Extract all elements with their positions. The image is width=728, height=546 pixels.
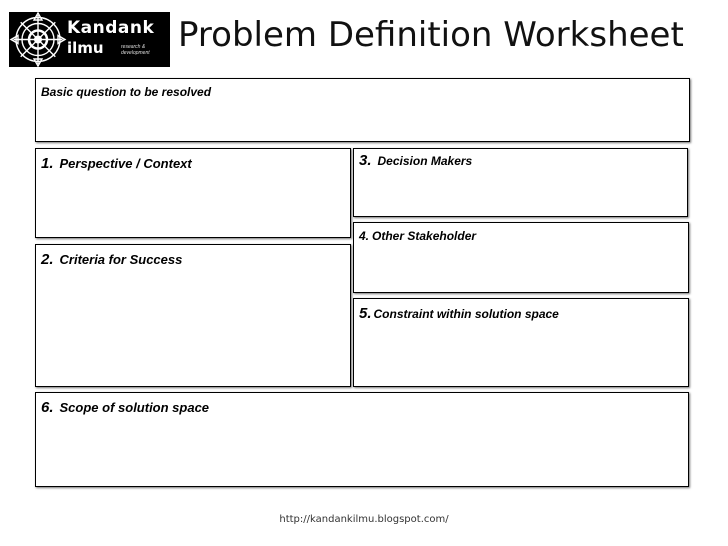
constraint-label: 5. Constraint within solution space <box>359 305 559 322</box>
basic-question-label: Basic question to be resolved <box>41 85 212 99</box>
scope-number: 6. <box>41 399 54 416</box>
basic-question-box[interactable] <box>35 78 690 142</box>
footer-url: http://kandankilmu.blogspot.com/ <box>279 514 449 525</box>
mandala-icon <box>9 12 69 67</box>
perspective-box[interactable] <box>35 148 351 238</box>
decision-makers-number: 3. <box>359 152 372 169</box>
scope-label: 6. Scope of solution space <box>41 399 210 416</box>
scope-box[interactable] <box>35 392 689 487</box>
stakeholder-box[interactable] <box>353 222 689 293</box>
criteria-label: 2. Criteria for Success <box>41 251 183 268</box>
stakeholder-number: 4. <box>359 229 370 243</box>
logo-text-line1: Kandank <box>67 18 155 38</box>
decision-makers-label: 3. Decision Makers <box>359 152 473 169</box>
criteria-box[interactable] <box>35 244 351 387</box>
page-title: Problem Definition Worksheet <box>178 15 684 55</box>
logo <box>9 12 170 67</box>
decision-makers-box[interactable] <box>353 148 688 217</box>
stakeholder-label: 4. Other Stakeholder <box>359 229 477 243</box>
criteria-number: 2. <box>41 251 54 268</box>
logo-tagline: research & development <box>121 44 150 56</box>
perspective-number: 1. <box>41 155 54 172</box>
perspective-label: 1. Perspective / Context <box>41 155 192 172</box>
constraint-box[interactable] <box>353 298 689 387</box>
logo-text-line2: ilmu <box>67 39 104 57</box>
constraint-number: 5. <box>359 305 372 322</box>
